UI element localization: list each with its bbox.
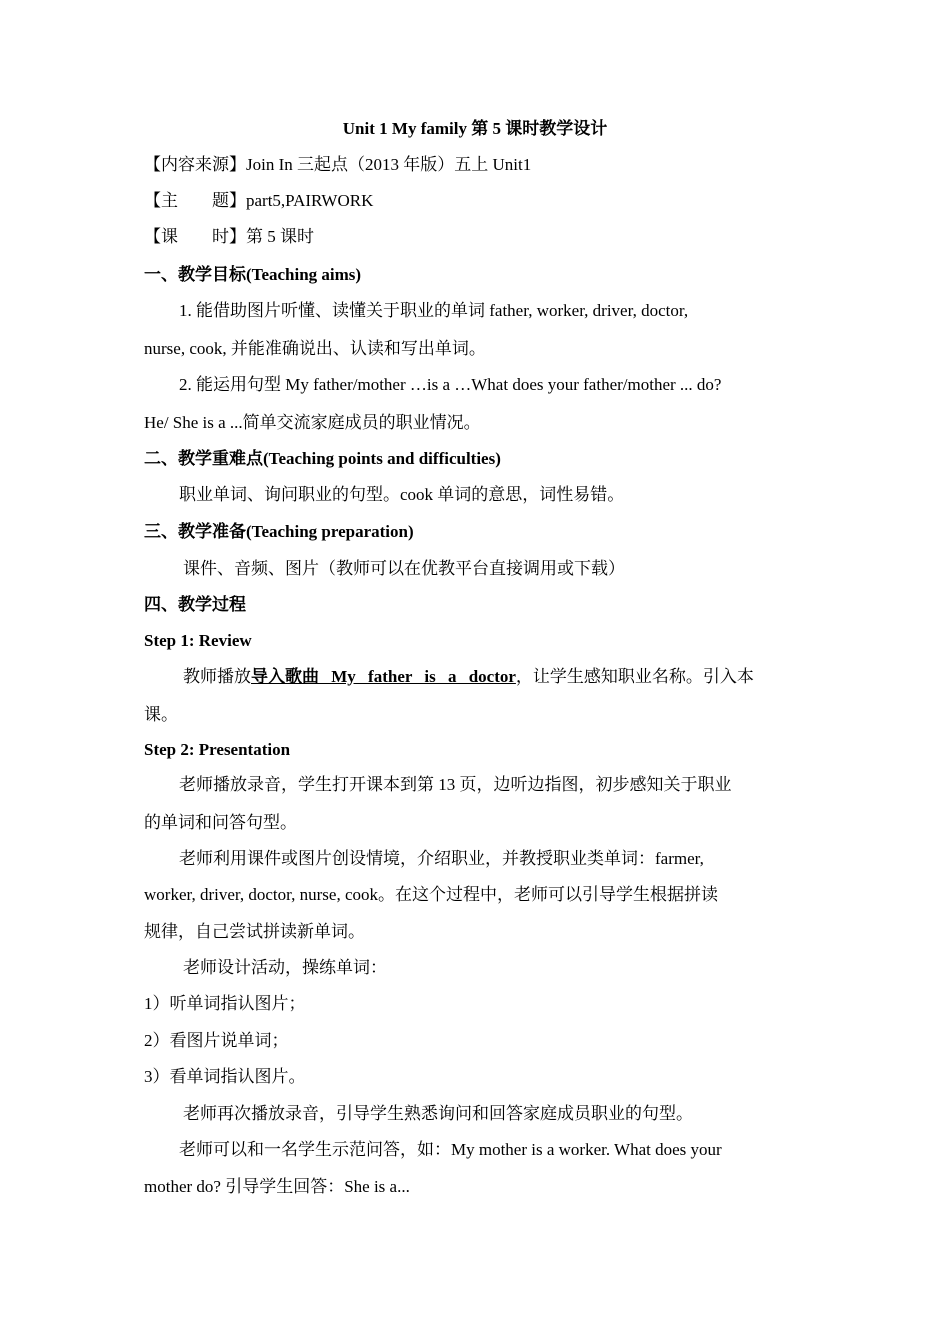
song-link[interactable]: 导入歌曲 My father is a doctor xyxy=(251,667,516,686)
step-2-p5-line-1: 老师可以和一名学生示范问答，如：My mother is a worker. What does your xyxy=(179,1140,722,1159)
step-1-pre: 教师播放 xyxy=(183,667,251,686)
section-heading-preparation: 三、教学准备(Teaching preparation) xyxy=(144,522,414,541)
step-2-p1-line-2: 的单词和问答句型。 xyxy=(144,813,297,832)
preparation-text: 课件、音频、图片（教师可以在优教平台直接调用或下载） xyxy=(183,559,625,578)
step-2-p4: 老师再次播放录音，引导学生熟悉询问和回答家庭成员职业的句型。 xyxy=(183,1104,693,1123)
aim-1-line-1: 1. 能借助图片听懂、读懂关于职业的单词 father, worker, driver, doctor, xyxy=(179,301,689,320)
list-item: 1）听单词指认图片； xyxy=(144,994,306,1013)
step-2-p2-line-2: worker, driver, doctor, nurse, cook。在这个过程中，老师可以引导学生根据拼读 xyxy=(144,885,718,904)
list-item: 2）看图片说单词； xyxy=(144,1031,289,1050)
meta-period: 【课 时】第 5 课时 xyxy=(144,227,314,246)
list-item: 3）看单词指认图片。 xyxy=(144,1067,306,1086)
page-title: Unit 1 My family 第 5 课时教学设计 xyxy=(342,119,608,138)
step-1-post: ，让学生感知职业名称。引入本 xyxy=(515,667,754,686)
step-2-p2-line-3: 规律，自己尝试拼读新单词。 xyxy=(144,922,365,941)
step-1-line-2: 课。 xyxy=(144,705,178,724)
step-2-p5-line-2: mother do? 引导学生回答：She is a... xyxy=(144,1177,410,1196)
step-2-p3: 老师设计活动，操练单词： xyxy=(183,958,387,977)
step-1-heading: Step 1: Review xyxy=(144,631,252,650)
step-2-p1-line-1: 老师播放录音，学生打开课本到第 13 页，边听边指图，初步感知关于职业 xyxy=(179,775,732,794)
meta-topic: 【主 题】part5,PAIRWORK xyxy=(144,191,374,210)
aim-2-line-1: 2. 能运用句型 My father/mother …is a …What does your father/mother ... do? xyxy=(179,375,722,394)
aim-2-line-2: He/ She is a ...简单交流家庭成员的职业情况。 xyxy=(144,413,481,432)
points-text: 职业单词、询问职业的句型。cook 单词的意思，词性易错。 xyxy=(179,485,625,504)
aim-1-line-2: nurse, cook, 并能准确说出、认读和写出单词。 xyxy=(144,339,486,358)
step-2-heading: Step 2: Presentation xyxy=(144,740,291,759)
section-heading-process: 四、教学过程 xyxy=(144,595,246,614)
section-heading-points: 二、教学重难点(Teaching points and difficulties) xyxy=(144,449,501,468)
section-heading-aims: 一、教学目标(Teaching aims) xyxy=(144,265,362,284)
step-1-paragraph xyxy=(183,666,805,688)
step-2-p2-line-1: 老师利用课件或图片创设情境，介绍职业，并教授职业类单词：farmer, xyxy=(179,849,704,868)
meta-source: 【内容来源】Join In 三起点（2013 年版）五上 Unit1 xyxy=(144,155,532,174)
